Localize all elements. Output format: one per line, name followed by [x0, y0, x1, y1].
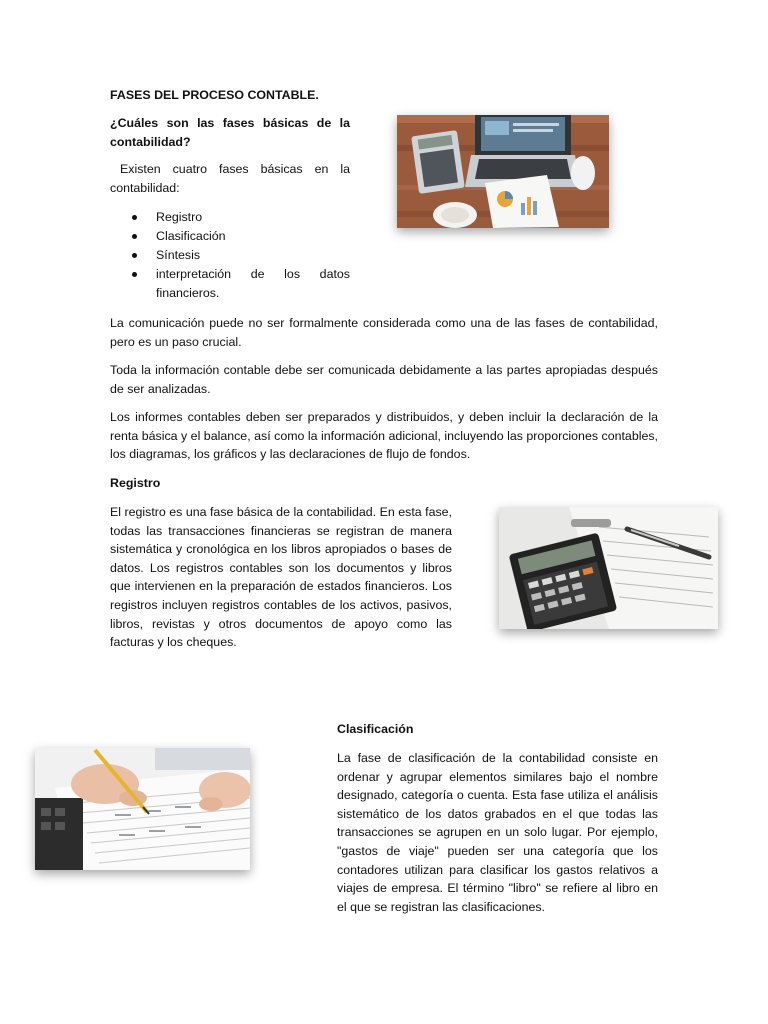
paragraph-reports: Los informes contables deben ser preparados y distribuidos, y deben incluir la declaración de la renta básica y el balance, así como la información adicional, incluyendo las proporciones contables, los diagramas, los gráficos y las declaraciones de flujo de fondos.: [110, 410, 658, 462]
list-item: interpretación de los datos financieros.: [110, 265, 350, 303]
registro-paragraph: El registro es una fase básica de la contabilidad. En esta fase, todas las transacciones financieras se registran de manera sistemática y cronológica en los libros apropiados o bases de datos. Los registros contables son los documentos y libros que intervienen en la preparación de estados financieros. Los registros incluyen registros contables de los activos, pasivos, libros, revistas y otros documentos de apoyo como las facturas y los cheques.: [110, 505, 452, 650]
bullet-icon: [132, 253, 137, 258]
clasificacion-paragraph: La fase de clasificación de la contabilidad consiste en ordenar y agrupar elementos similares bajo el nombre designado, categoría o cuenta. Esta fase utiliza el análisis sistemático de los datos grabados en el que todas las transacciones se agrupen en un solo lugar. Por ejemplo, "gastos de viaje" pueden ser una categoría que los contadores utilizan para clasificar los gastos relativos a viajes de empresa. El término "libro" se refiere al libro en el que se registran las clasificaciones.: [337, 751, 658, 914]
bullet-icon: [132, 215, 137, 220]
laptop-desk-image: [397, 115, 609, 228]
clasificacion-heading: Clasificación: [337, 722, 414, 736]
bullet-icon: [132, 234, 137, 239]
bullet-icon: [132, 272, 137, 277]
paragraph-communication: La comunicación puede no ser formalmente considerada como una de las fases de contabilidad, pero es un paso crucial.: [110, 316, 658, 349]
hands-spreadsheet-image: [35, 748, 250, 870]
phases-list: [110, 208, 350, 303]
question-heading: ¿Cuáles son las fases básicas de la contabilidad?: [110, 116, 350, 149]
calculator-pen-image: [499, 507, 718, 629]
document-title: FASES DEL PROCESO CONTABLE.: [110, 88, 319, 102]
paragraph-information: Toda la información contable debe ser comunicada debidamente a las partes apropiadas después de ser analizadas.: [110, 363, 658, 396]
intro-paragraph: Existen cuatro fases básicas en la contabilidad:: [110, 162, 350, 195]
list-item: Registro: [110, 208, 350, 227]
list-item: Clasificación: [110, 227, 350, 246]
registro-heading: Registro: [110, 476, 161, 490]
list-item: Síntesis: [110, 246, 350, 265]
